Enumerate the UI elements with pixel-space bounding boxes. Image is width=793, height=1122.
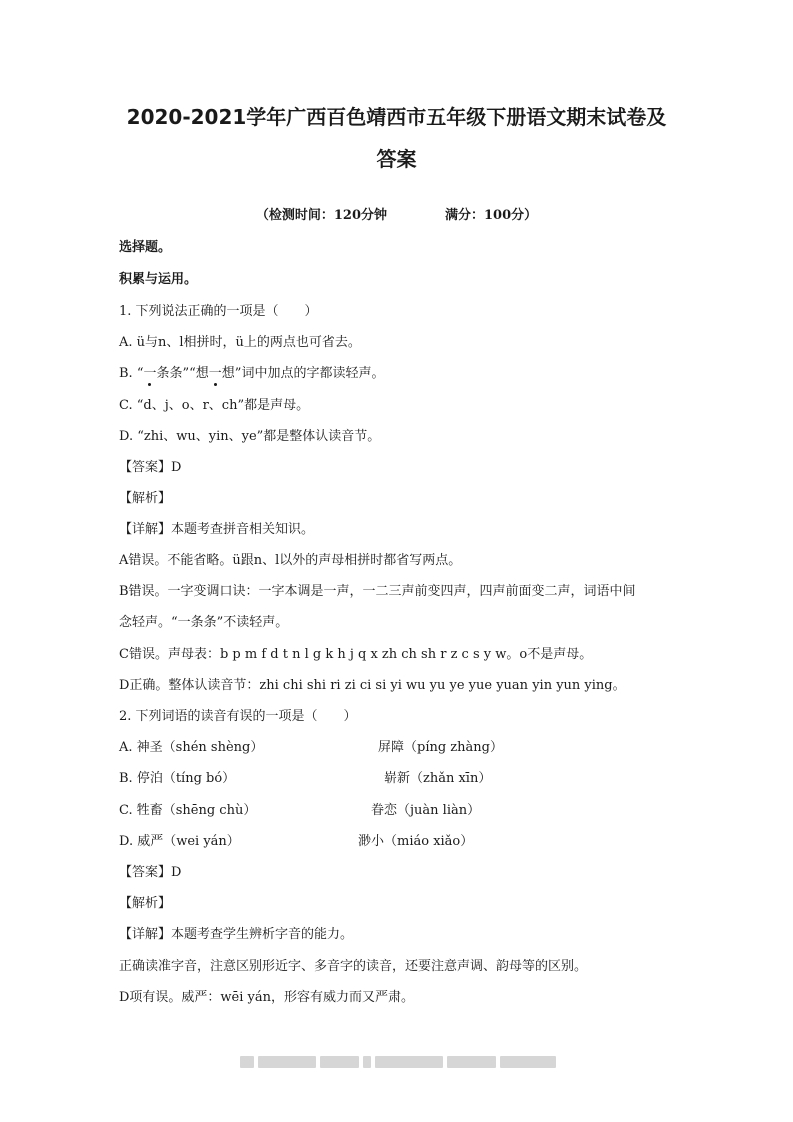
question-2-option-b-left: B. 停泊（tíng bó）: [119, 771, 236, 786]
option-b-text: 想”词中加点的字都读轻声。: [221, 366, 385, 381]
option-b-text: B. “: [119, 366, 144, 381]
question-2-option-c-left: C. 牲畜（shēng chù）: [119, 803, 257, 818]
question-1-answer: 【答案】D: [119, 460, 182, 475]
document-title-line-1: 2020-2021学年广西百色靖西市五年级下册语文期末试卷及: [126, 105, 667, 129]
section-heading-choice: 选择题。: [119, 240, 172, 255]
question-1-stem: 1. 下列说法正确的一项是（ ）: [119, 304, 318, 319]
exam-time: （检测时间：120分钟: [255, 208, 387, 223]
question-2-option-a-right: 屏障（píng zhàng）: [378, 740, 503, 755]
question-1-option-b: [119, 364, 384, 384]
question-1-option-d: D. “zhi、wu、yin、ye”都是整体认读音节。: [119, 429, 381, 444]
question-1-explain-c: C错误。声母表：b p m f d t n l g k h j q x zh ch sh r z c s y w。o不是声母。: [119, 647, 593, 662]
dotted-char: 一: [143, 366, 157, 381]
question-2-option-c-right: 眷恋（juàn liàn）: [371, 803, 481, 818]
document-title-line-2: 答案: [376, 147, 417, 171]
question-2-stem: 2. 下列词语的读音有误的一项是（ ）: [119, 709, 357, 724]
question-1-explain-a: A错误。不能省略。ü跟n、l以外的声母相拼时都省写两点。: [119, 553, 462, 568]
question-2-option-d-right: 渺小（miáo xiǎo）: [358, 834, 474, 849]
section-heading-usage: 积累与运用。: [119, 272, 198, 287]
exam-score: 满分：100分）: [445, 208, 538, 223]
question-1-detail: 【详解】本题考查拼音相关知识。: [119, 522, 315, 537]
question-1-explain-b-1: B错误。一字变调口诀：一字本调是一声，一二三声前变四声，四声前面变二声，词语中间: [119, 584, 636, 599]
question-1-option-c: C. “d、j、o、r、ch”都是声母。: [119, 398, 310, 413]
dotted-char: 一: [208, 366, 222, 381]
question-2-detail: 【详解】本题考查学生辨析字音的能力。: [119, 927, 354, 942]
blurred-footer-watermark: [240, 1056, 556, 1072]
question-2-answer: 【答案】D: [119, 865, 182, 880]
question-2-explain-1: 正确读准字音，注意区别形近字、多音字的读音，还要注意声调、韵母等的区别。: [119, 959, 588, 974]
exam-meta: [0, 204, 793, 223]
question-2-analysis-label: 【解析】: [119, 896, 172, 911]
question-1-analysis-label: 【解析】: [119, 491, 172, 506]
question-1-option-a: A. ü与n、l相拼时，ü上的两点也可省去。: [119, 335, 361, 350]
question-2-option-d-left: D. 威严（wei yán）: [119, 834, 240, 849]
question-1-explain-d: D正确。整体认读音节：zhi chi shi ri zi ci si yi wu yu ye yue yuan yin yun ying。: [119, 678, 626, 693]
question-2-option-a-left: A. 神圣（shén shèng）: [119, 740, 264, 755]
option-b-text: 条条”“想: [156, 366, 209, 381]
question-2-option-b-right: 崭新（zhǎn xīn）: [384, 771, 492, 786]
question-1-explain-b-2: 念轻声。“一条条”不读轻声。: [119, 615, 289, 630]
question-2-explain-2: D项有误。威严：wēi yán，形容有威力而又严肃。: [119, 990, 415, 1005]
